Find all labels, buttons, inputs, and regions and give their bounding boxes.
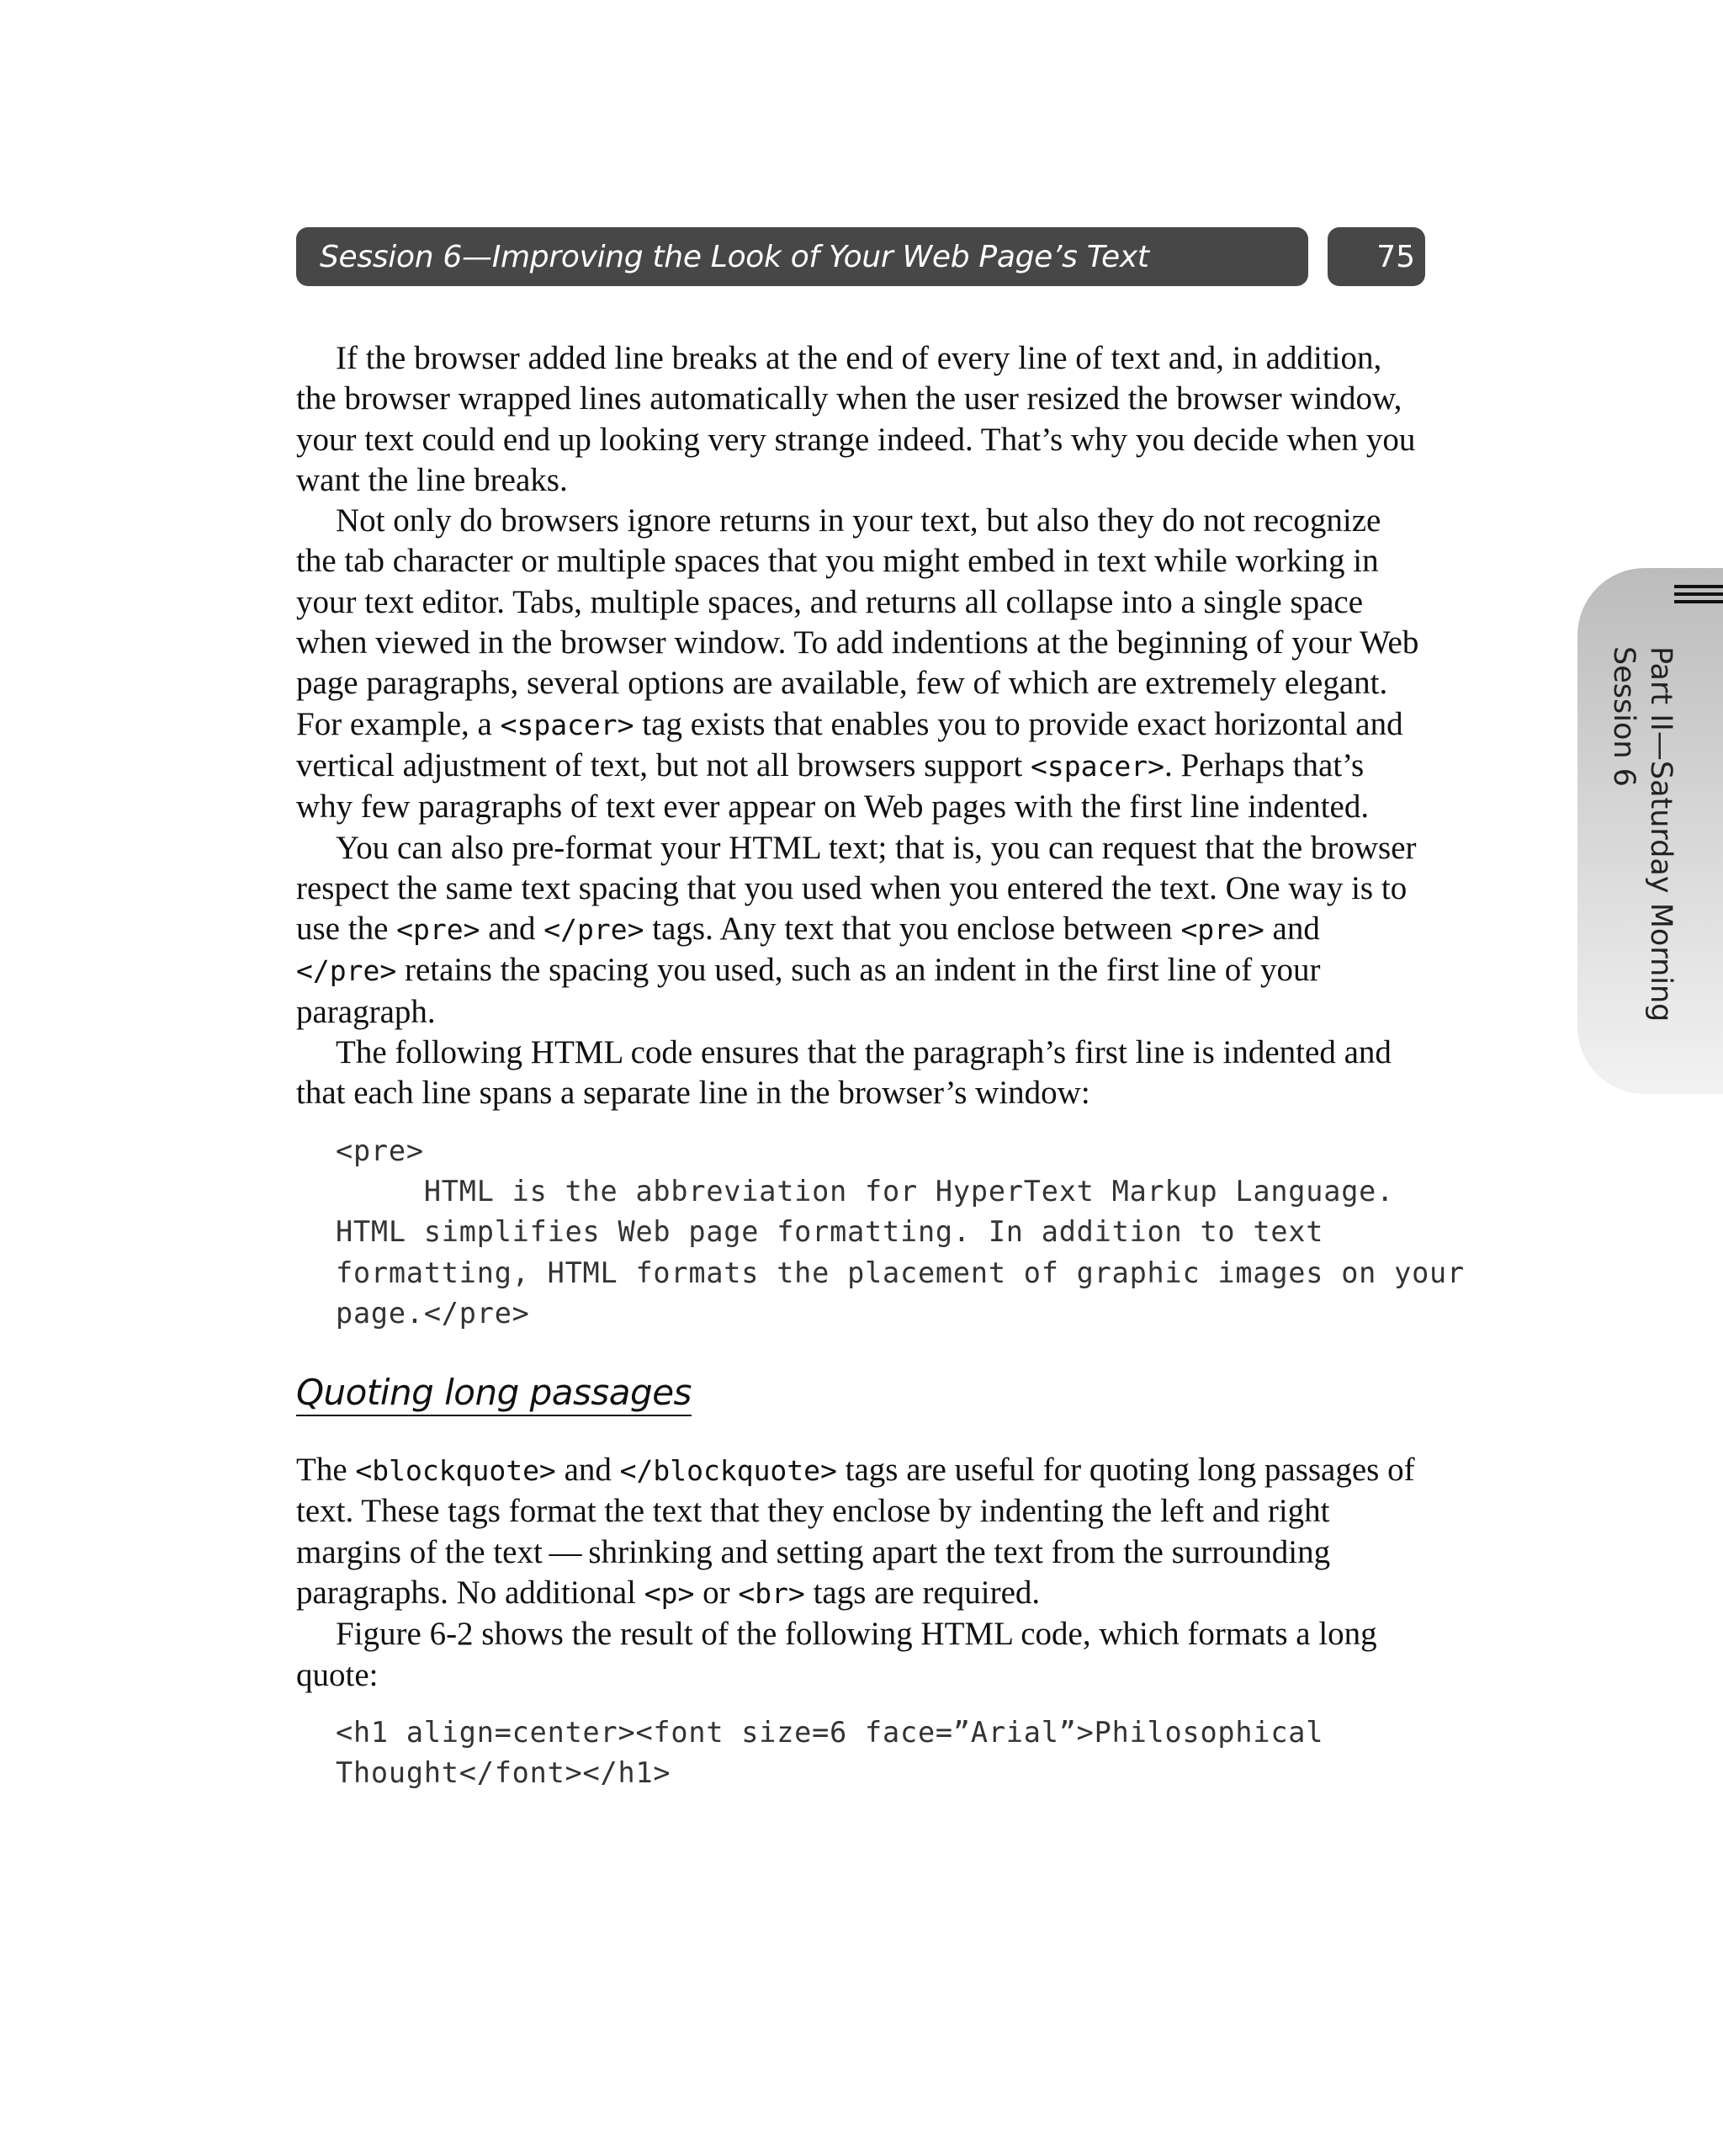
paragraph-text: Not only do browsers ignore returns in your text, but also they do not recognize the tab character or multiple spaces that you might embed in text while working in your text editor. Tabs, multiple spaces, and returns all collapse into a single space when viewed in the browser window. To add indentions at the beginning of your Web page paragraphs, several options are available, few of which are extremely elegant. For example, a	[296, 502, 1419, 742]
side-tab-part-label: Part II—Saturday Morning	[1644, 646, 1678, 1022]
page-number: 75	[1376, 239, 1415, 274]
paragraph-preformat	[296, 828, 1428, 1033]
tab-rule	[1674, 600, 1723, 603]
inline-code-pre-close: </pre>	[296, 954, 397, 988]
inline-code-spacer: <spacer>	[1031, 749, 1164, 783]
inline-code-blockquote: <blockquote>	[355, 1454, 556, 1488]
paragraph-text: tag exists that enables you to provide exact horizontal and vertical adjustment of text, but not all browsers support	[296, 705, 1403, 783]
code-listing-h1: <h1 align=center><font size=6 face=”Arial”>Philosophical Thought</font></h1>	[336, 1715, 1324, 1790]
tab-rule	[1674, 592, 1723, 596]
paragraph-text: The	[296, 1452, 356, 1489]
inline-code-blockquote-close: </blockquote>	[619, 1454, 837, 1488]
paragraph-text: tags are useful for quoting long passages of text. These tags format the text that they enclose by indenting the left and right margins of the text — shrinking and setting apart the text from the surrounding paragraphs. No additional	[296, 1452, 1415, 1612]
inline-code-p: <p>	[644, 1577, 695, 1611]
paragraph-text: and	[480, 911, 544, 948]
running-header-title: Session 6—Improving the Look of Your Web Page’s Text	[320, 239, 1149, 274]
side-tab-text	[1604, 646, 1679, 1022]
running-header	[296, 227, 1308, 286]
code-listing-pre: <pre> HTML is the abbreviation for HyperText Markup Language. HTML simplifies Web page formatting. In addition to text formatting, HTML formats the placement of graphic images on your page.</pre>	[336, 1134, 1465, 1330]
paragraph-blockquote	[296, 1450, 1428, 1614]
side-tab-session-label: Session 6	[1607, 646, 1641, 787]
paragraph-text: . Perhaps that’s why few paragraphs of text ever appear on Web pages with the first line indented.	[296, 746, 1370, 826]
inline-code-pre: <pre>	[1180, 913, 1264, 947]
page-number-box	[1328, 227, 1425, 286]
paragraph-text: and	[555, 1452, 620, 1489]
paragraph-text: retains the spacing you used, such as an indent in the first line of your paragraph.	[296, 952, 1321, 1030]
paragraph-text: You can also pre-format your HTML text; that is, you can request that the browser respect the same text spacing that you used when you entered the text. One way is to use the	[296, 829, 1417, 948]
inline-code-br: <br>	[738, 1577, 805, 1611]
inline-code-pre-close: </pre>	[543, 913, 644, 947]
paragraph-text: and	[1264, 911, 1320, 948]
section-heading: Quoting long passages	[296, 1372, 692, 1416]
paragraph-figure-ref: Figure 6-2 shows the result of the following HTML code, which formats a long quote:	[296, 1616, 1377, 1693]
inline-code-spacer: <spacer>	[500, 708, 634, 741]
inline-code-pre: <pre>	[396, 913, 480, 947]
paragraph-line-breaks: If the browser added line breaks at the end of every line of text and, in addition, the browser wrapped lines automatically when the user resized the browser window, your text could end up looking very strange indeed. That’s why you decide when you want the line breaks.	[296, 340, 1416, 498]
part-side-tab	[1577, 568, 1723, 1094]
paragraph-text: or	[694, 1575, 739, 1612]
paragraph-code-intro: The following HTML code ensures that the paragraph’s first line is indented and that each line spans a separate line in the browser’s window:	[296, 1034, 1392, 1112]
tab-rule	[1674, 585, 1723, 588]
paragraph-text: tags are required.	[804, 1575, 1041, 1612]
paragraph-whitespace	[296, 501, 1428, 827]
paragraph-text: tags. Any text that you enclose between	[644, 911, 1181, 948]
page-body	[296, 338, 1465, 1794]
